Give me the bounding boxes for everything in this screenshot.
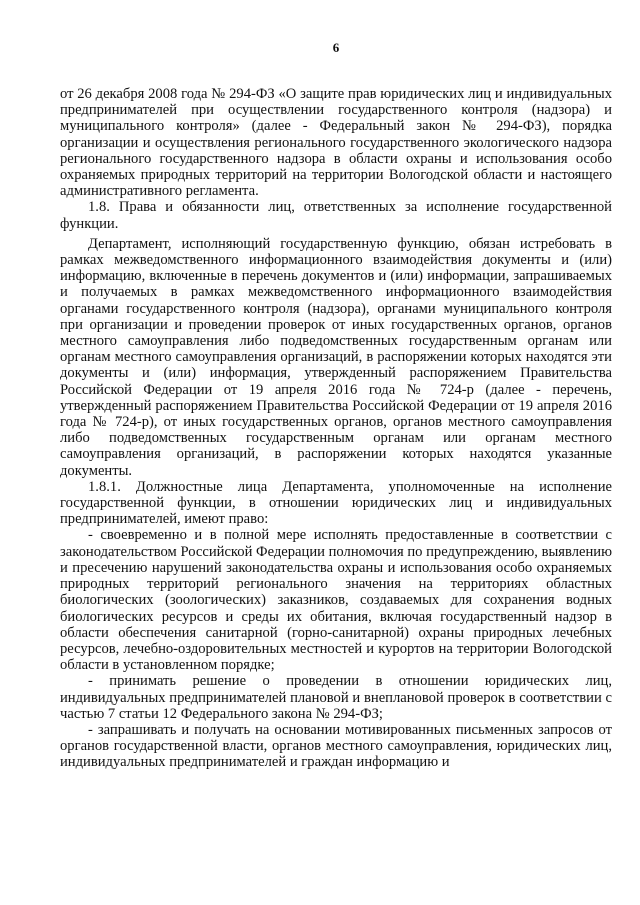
section-heading-1-8: 1.8. Права и обязанности лиц, ответственных за исполнение государственной функции. bbox=[60, 199, 612, 232]
list-item-right-3: - запрашивать и получать на основании мотивированных письменных запросов от органов государственной власти, органов местного самоуправления, юридических лиц, индивидуальных предпринимателей и граждан информацию и bbox=[60, 721, 612, 771]
list-item-right-2: - принимать решение о проведении в отношении юридических лиц, индивидуальных предпринимателей плановой и внеплановой проверок в соответствии с частью 7 статьи 12 Федерального закона № 294-ФЗ; bbox=[60, 673, 612, 722]
page-number: 6 bbox=[332, 40, 340, 55]
section-heading-1-8-1: 1.8.1. Должностные лица Департамента, уполномоченные на исполнение государственной функции, в отношении юридических лиц и индивидуальных предпринимателей, имеют право: bbox=[60, 478, 612, 528]
paragraph-department-duty: Департамент, исполняющий государственную функцию, обязан истребовать в рамках межведомственного информационного взаимодействия документы и (или) информацию, включенные в перечень документов и (или) информации, запрашиваемых и получаемых в рамках межведомственного информационного взаимодействия органами государственного контроля (надзора), органами муниципального контроля при организации и проведении проверок от иных государственных органов, органов местного самоуправления либо подведомственных государственным органам или органам местного самоуправления организаций, в распоряжении которых находятся эти документы и (или) информация, утвержденный распоряжением Правительства Российской Федерации от 19 апреля 2016 года № 724-р (далее - перечень, утвержденный распоряжением Правительства Российской Федерации от 19 апреля 2016 года № 724-р), от иных государственных органов, органов местного самоуправления либо подведомственных государственным органам или органам местного самоуправления организаций, в распоряжении которых находятся указанные документы. bbox=[60, 235, 612, 479]
document-body bbox=[60, 86, 612, 771]
paragraph-law-reference: от 26 декабря 2008 года № 294-ФЗ «О защите прав юридических лиц и индивидуальных предпринимателей при осуществлении государственного контроля (надзора) и муниципального контроля» (далее - Федеральный закон № 294-ФЗ), порядка организации и осуществления регионального государственного экологического надзора регионального государственного надзора в области охраны и использования особо охраняемых природных территорий на территории Вологодской области и настоящего административного регламента. bbox=[60, 86, 612, 200]
list-item-right-1: - своевременно и в полной мере исполнять предоставленные в соответствии с законодательством Российской Федерации полномочия по предупреждению, выявлению и пресечению нарушений законодательства охраны и использования особо охраняемых природных территорий регионального значения на территориях областных биологических (зоологических) заказников, создаваемых для сохранения водных биологических ресурсов и среды их обитания, включая государственный надзор в области обеспечения санитарной (горно-санитарной) охраны природных лечебных ресурсов, лечебно-оздоровительных местностей и курортов на территории Вологодской области в установленном порядке; bbox=[60, 527, 612, 674]
